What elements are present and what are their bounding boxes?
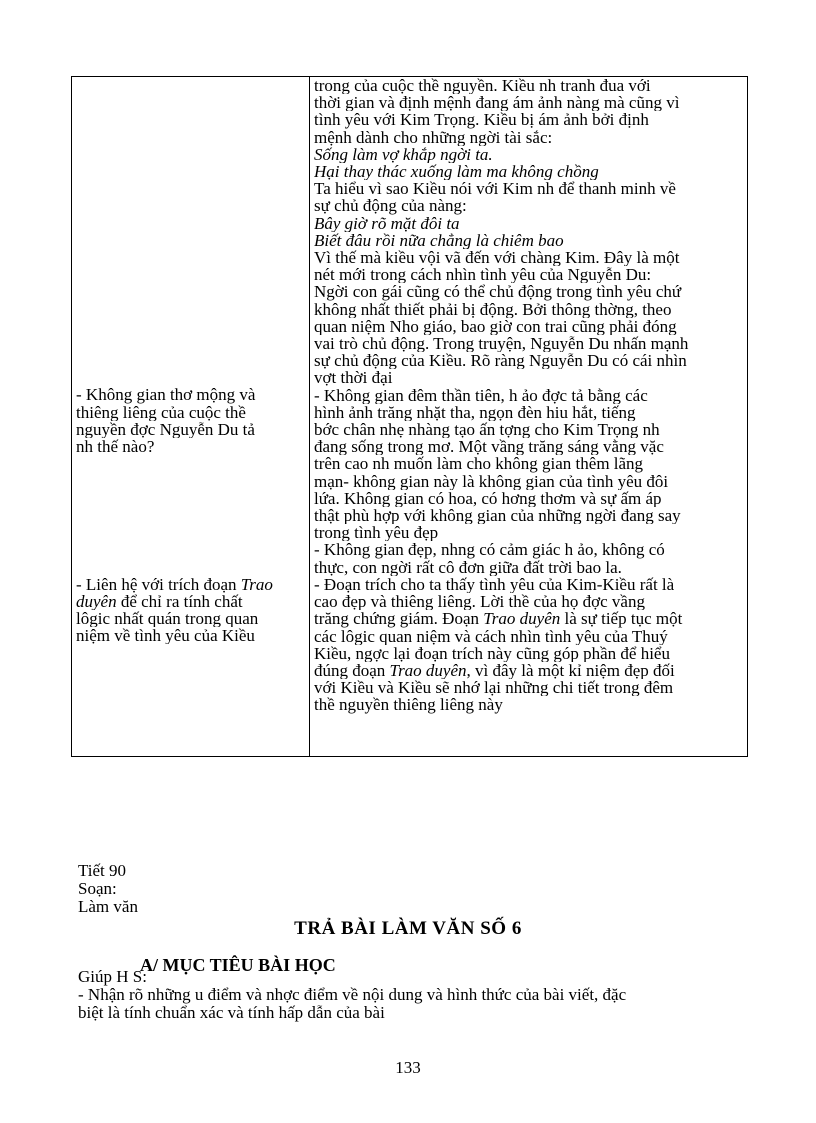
answer-line: Ta hiểu vì sao Kiều nói với Kim nh để thanh minh về bbox=[314, 180, 676, 198]
page-number: 133 bbox=[395, 1058, 421, 1077]
answer-line: các lôgic quan niệm và cách nhìn tình yêu của Thuý bbox=[314, 627, 668, 645]
answer-column bbox=[310, 77, 748, 757]
answer-line: Vì thế mà kiều vội vã đến với chàng Kim. Đây là một bbox=[314, 249, 680, 267]
answer-text: trăng chứng giám. Đoạn bbox=[314, 610, 484, 628]
answer-line: - Không gian đẹp, nhng có cảm giác h ảo, không có bbox=[314, 541, 665, 559]
answer-line: thực, con ngời rất cô đơn giữa đất trời bao la. bbox=[314, 558, 622, 576]
question-1-line: thiêng liêng của cuộc thề bbox=[76, 403, 246, 421]
verse-line: Sống làm vợ khắp ngời ta. bbox=[314, 145, 493, 164]
answer-text: , vì đây là một kỉ niệm đẹp đối bbox=[466, 661, 675, 680]
lesson-period: Tiết 90 bbox=[78, 861, 127, 880]
answer-line: vai trò chủ động. Trong truyện, Nguyễn Du nhấn mạnh bbox=[314, 335, 689, 353]
answer-line: mệnh dành cho những ngời tài sắc: bbox=[314, 128, 553, 146]
page-title: TRẢ BÀI LÀM VĂN SỐ 6 bbox=[294, 918, 522, 939]
verse-line: Biết đâu rồi nữa chẳng là chiêm bao bbox=[314, 231, 564, 250]
answer-text: là sự tiếp tục một bbox=[560, 610, 683, 628]
question-2-text: - Liên hệ với trích đoạn bbox=[76, 575, 241, 593]
answer-line: vợt thời đại bbox=[314, 369, 393, 387]
answer-line: thật phù hợp với không gian của những ngời đang say bbox=[314, 507, 681, 525]
table-row bbox=[72, 77, 748, 757]
answer-line: Ngời con gái cũng có thể chủ động trong tình yêu chứ bbox=[314, 283, 682, 301]
question-2-line bbox=[76, 576, 305, 593]
question-2-text: để chỉ ra tính chất bbox=[116, 592, 243, 610]
answer-line: mạn- không gian này là không gian của tình yêu đôi bbox=[314, 472, 669, 490]
answer-line: không nhất thiết phải bị động. Bởi thông thờng, theo bbox=[314, 300, 672, 318]
question-2-line: niệm về tình yêu của Kiều bbox=[76, 627, 255, 645]
answer-line: - Đoạn trích cho ta thấy tình yêu của Kim-Kiều rất là bbox=[314, 575, 675, 594]
answer-line: bớc chân nhẹ nhàng tạo ấn tợng cho Kim Trọng nh bbox=[314, 421, 660, 439]
answer-line bbox=[314, 662, 743, 679]
answer-text: đúng đoạn bbox=[314, 661, 390, 680]
section-heading: A/ MỤC TIÊU BÀI HỌC bbox=[140, 955, 336, 975]
answer-line: trong tình yêu đẹp bbox=[314, 524, 439, 542]
prepared-label: Soạn: bbox=[78, 879, 117, 898]
question-column bbox=[72, 77, 310, 757]
answer-line bbox=[314, 610, 743, 627]
answer-line: tình yêu với Kim Trọng. Kiều bị ám ảnh bởi định bbox=[314, 111, 649, 129]
answer-line: với Kiều và Kiều sẽ nhớ lại những chi tiết trong đêm bbox=[314, 679, 674, 697]
intro-text: Giúp H S: bbox=[78, 967, 147, 986]
answer-line: đang sống trong mơ. Một vầng trăng sáng vằng vặc bbox=[314, 438, 664, 456]
answer-line: nét mới trong cách nhìn tình yêu của Nguyễn Du: bbox=[314, 266, 652, 284]
answer-line: cao đẹp và thiêng liêng. Lời thề của họ đợc vầng bbox=[314, 593, 645, 611]
answer-line: thề nguyền thiêng liêng này bbox=[314, 696, 503, 714]
answer-line: trong của cuộc thề nguyền. Kiều nh tranh đua với bbox=[314, 77, 651, 95]
question-2-italic: duyên bbox=[76, 592, 117, 610]
answer-line: Kiều, ngợc lại đoạn trích này cũng góp phần để hiểu bbox=[314, 644, 670, 662]
answer-line: sự chủ động của Kiều. Rõ ràng Nguyễn Du có cái nhìn bbox=[314, 352, 687, 370]
question-2-line: lôgic nhất quán trong quan bbox=[76, 609, 259, 628]
question-2-line bbox=[76, 593, 305, 610]
answer-line: trên cao nh muốn làm cho không gian thêm lãng bbox=[314, 455, 644, 473]
answer-line: thời gian và định mệnh đang ám ảnh nàng mà cũng vì bbox=[314, 94, 680, 112]
answer-italic: Trao duyên bbox=[483, 610, 561, 628]
lesson-table bbox=[71, 76, 748, 757]
answer-italic: Trao duyên bbox=[389, 661, 467, 680]
answer-line: lứa. Không gian có hoa, có hơng thơm và sự ấm áp bbox=[314, 489, 662, 508]
objective-line: biệt là tính chuẩn xác và tính hấp dẫn của bài bbox=[78, 1003, 385, 1022]
answer-line: hình ảnh trăng nhặt tha, ngọn đèn hiu hắt, tiếng bbox=[314, 403, 636, 422]
question-1-line: - Không gian thơ mộng và bbox=[76, 386, 256, 404]
question-1-line: nguyền đợc Nguyễn Du tả bbox=[76, 420, 255, 438]
answer-line: - Không gian đêm thần tiên, h ảo đợc tả bằng các bbox=[314, 386, 648, 404]
lesson-subject: Làm văn bbox=[78, 897, 138, 916]
objective-line: - Nhận rõ những u điểm và nhợc điểm về nội dung và hình thức của bài viết, đặc bbox=[78, 985, 627, 1004]
verse-line: Hại thay thác xuống làm ma không chồng bbox=[314, 163, 599, 181]
verse-line: Bây giờ rõ mặt đôi ta bbox=[314, 214, 460, 232]
question-1-line: nh thế nào? bbox=[76, 437, 155, 456]
answer-line: sự chủ động của nàng: bbox=[314, 197, 467, 215]
answer-line: quan niệm Nho giáo, bao giờ con trai cũng phải đóng bbox=[314, 317, 677, 336]
question-2-italic: Trao bbox=[240, 575, 273, 593]
